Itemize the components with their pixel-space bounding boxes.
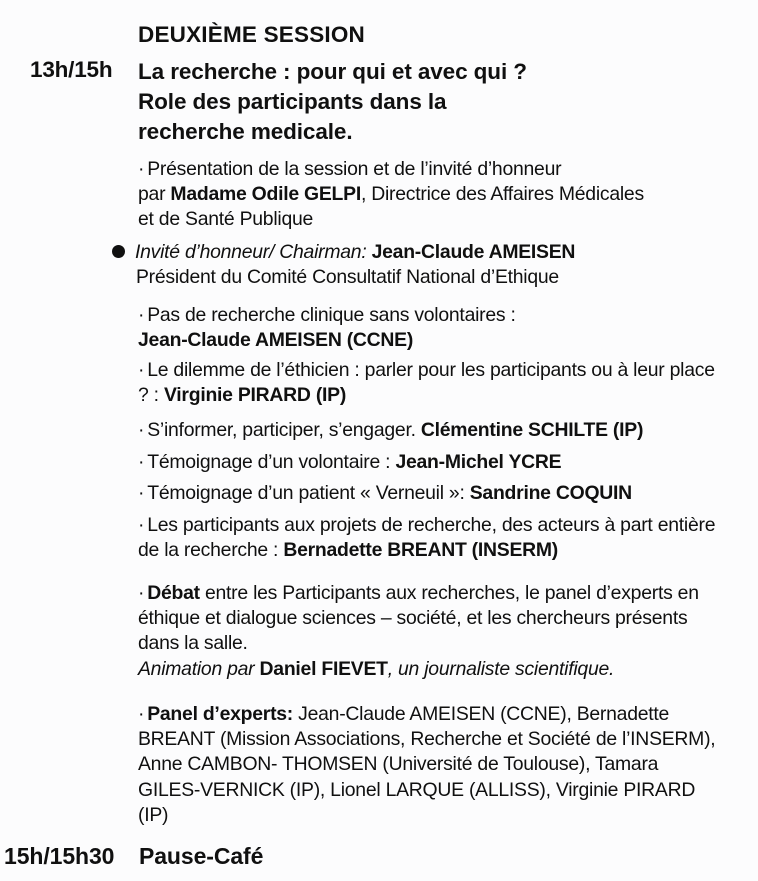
debat-label: Débat bbox=[147, 582, 200, 604]
agenda-item-informer bbox=[138, 418, 716, 443]
temoignage-volontaire-text: Témoignage d’un volontaire : bbox=[147, 451, 396, 473]
agenda-item-volontaires bbox=[138, 303, 716, 353]
agenda-item-dilemme bbox=[138, 358, 716, 408]
animator-name-fievet: Daniel FIEVET bbox=[259, 657, 388, 680]
bullet-icon: · bbox=[138, 482, 145, 504]
presentation-line-1 bbox=[138, 157, 716, 182]
debat-paragraph bbox=[138, 581, 716, 657]
session-time-slot: 13h/15h bbox=[30, 57, 113, 82]
bullet-icon: · bbox=[138, 304, 145, 326]
temoignage-patient-text: Témoignage d’un patient « Verneuil »: bbox=[147, 482, 470, 504]
session-title bbox=[138, 57, 718, 147]
debat-text: entre les Participants aux recherches, le panel d’experts en éthique et dialogue sciences – société, et les chercheurs présents dans la salle. bbox=[138, 582, 699, 655]
session-title-line-1: La recherche : pour qui et avec qui ? bbox=[138, 59, 527, 84]
speaker-name-ameisen-ccne: Jean-Claude AMEISEN (CCNE) bbox=[138, 329, 414, 352]
presentation-line-2 bbox=[138, 182, 716, 207]
agenda-item-chairman bbox=[112, 240, 716, 290]
bullet-icon: · bbox=[138, 419, 145, 441]
chairman-line bbox=[112, 240, 716, 265]
break-time-slot: 15h/15h30 bbox=[4, 843, 115, 869]
speaker-name-gelpi: Madame Odile GELPI bbox=[170, 183, 361, 206]
acteurs-text: Les participants aux projets de recherche, des acteurs à part entière de la recherche : bbox=[138, 514, 716, 562]
informer-text: S’informer, participer, s’engager. bbox=[147, 419, 421, 441]
panel-label: Panel d’experts: bbox=[147, 703, 294, 725]
animation-prefix: Animation par bbox=[138, 657, 260, 680]
agenda-item-presentation bbox=[138, 157, 716, 233]
speaker-name-pirard: Virginie PIRARD (IP) bbox=[163, 384, 347, 407]
bullet-icon: · bbox=[138, 582, 145, 604]
session-title-line-2: Role des participants dans la bbox=[138, 89, 447, 115]
agenda-item-panel-experts bbox=[138, 702, 716, 828]
session-title-line-3: recherche medicale. bbox=[138, 119, 353, 145]
speaker-name-coquin: Sandrine COQUIN bbox=[469, 482, 632, 504]
filled-circle-bullet-icon bbox=[112, 245, 125, 258]
agenda-item-acteurs bbox=[138, 513, 716, 563]
break-label: Pause-Café bbox=[139, 843, 264, 869]
bullet-icon: · bbox=[138, 359, 145, 381]
speaker-name-schilte: Clémentine SCHILTE (IP) bbox=[420, 419, 644, 441]
animation-suffix: , un journaliste scientifique. bbox=[387, 657, 615, 680]
debat-animation-line bbox=[138, 657, 716, 682]
presentation-line-3: et de Santé Publique bbox=[138, 208, 314, 231]
chairman-name: Jean-Claude AMEISEN bbox=[371, 241, 576, 263]
speaker-name-breant: Bernadette BREANT (INSERM) bbox=[283, 539, 559, 562]
bullet-icon: · bbox=[138, 158, 145, 180]
agenda-item-debat bbox=[138, 581, 716, 682]
panel-members: Jean-Claude AMEISEN (CCNE), Bernadette BREANT (Mission Associations, Recherche et Société de l’INSERM), Anne CAMBON- THOMSEN (Université de Toulouse), Tamara GILES-VERNICK (IP), Lionel LARQUE (ALLISS), Virginie PIRARD (IP) bbox=[138, 703, 716, 826]
chairman-subtitle: Président du Comité Consultatif National d’Ethique bbox=[136, 266, 559, 289]
bullet-icon: · bbox=[138, 514, 145, 536]
presentation-prefix: par bbox=[138, 183, 171, 206]
bullet-icon: · bbox=[138, 703, 145, 725]
volontaires-text: Pas de recherche clinique sans volontaires : bbox=[147, 304, 516, 326]
speaker-name-ycre: Jean-Michel YCRE bbox=[395, 451, 562, 473]
dilemme-text: Le dilemme de l’éthicien : parler pour les participants ou à leur place ? : bbox=[138, 359, 715, 407]
chairman-label: Invité d’honneur/ Chairman: bbox=[135, 241, 367, 263]
presentation-text: Présentation de la session et de l’invité d’honneur bbox=[147, 158, 562, 180]
session-heading: DEUXIÈME SESSION bbox=[138, 22, 366, 47]
agenda-item-temoignage-patient bbox=[138, 481, 716, 506]
presentation-role: , Directrice des Affaires Médicales bbox=[360, 183, 644, 206]
bullet-icon: · bbox=[138, 451, 145, 473]
volontaires-line bbox=[138, 303, 716, 328]
agenda-item-temoignage-volontaire bbox=[138, 450, 716, 475]
